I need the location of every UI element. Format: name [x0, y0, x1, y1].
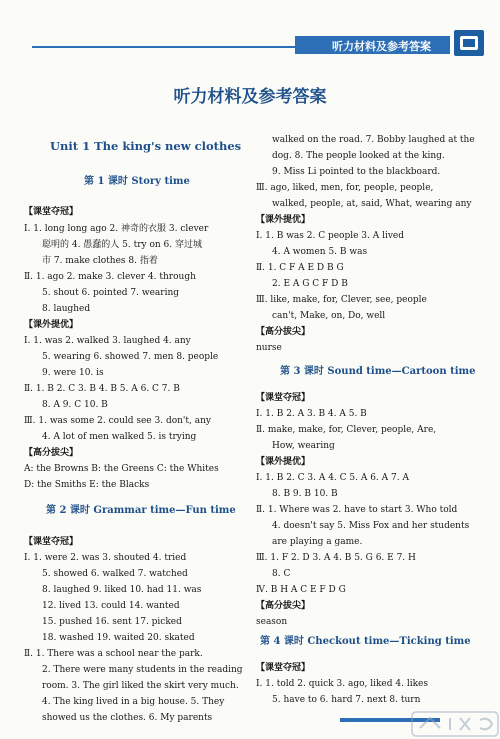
left-ln-28: Ⅱ. 1. There was a school near the park. [24, 649, 203, 659]
left-sec-17: 【高分拔尖】 [24, 448, 79, 458]
header-rule [32, 46, 302, 48]
left-ln-4: 聪明的 4. 愚蠢的人 5. try on 6. 穿过城 [42, 240, 203, 250]
right-sec-15: 【课堂夺冠】 [256, 393, 311, 403]
right-sec-19: 【课外提优】 [256, 457, 311, 467]
left-ln-25: 12. lived 13. could 14. wanted [42, 601, 180, 611]
left-unit-0: Unit 1 The king's new clothes [50, 139, 242, 153]
right-lesson-30: 第 4 课时 Checkout time—Ticking time [260, 636, 471, 647]
left-ln-26: 15. pushed 16. sent 17. picked [42, 617, 182, 627]
right-ln-29: season [256, 617, 288, 627]
left-ln-18: A: the Browns B: the Greens C: the Whites [24, 464, 219, 474]
right-sec-12: 【高分拔尖】 [256, 327, 311, 337]
left-ln-11: 5. wearing 6. showed 7. men 8. people [42, 352, 219, 362]
left-lesson-1: 第 1 课时 Story time [84, 176, 190, 187]
left-ln-22: Ⅰ. 1. were 2. was 3. shouted 4. tried [24, 553, 187, 563]
watermark-logo [410, 708, 500, 739]
right-sec-31: 【课堂夺冠】 [256, 663, 311, 673]
book-icon [454, 30, 484, 56]
right-ln-25: Ⅲ. 1. F 2. D 3. A 4. B 5. G 6. E 7. H [256, 553, 416, 563]
right-ln-2: 9. Miss Li pointed to the blackboard. [272, 167, 441, 177]
right-lesson-14: 第 3 课时 Sound time—Cartoon time [280, 366, 476, 377]
left-ln-13: Ⅱ. 1. B 2. C 3. B 4. B 5. A 6. C 7. B [24, 384, 180, 394]
right-ln-16: Ⅰ. 1. B 2. A 3. B 4. A 5. B [256, 409, 367, 419]
right-ln-21: 8. B 9. B 10. B [272, 489, 338, 499]
right-ln-7: 4. A women 5. B was [272, 247, 368, 257]
left-ln-32: showed us the clothes. 6. My parents [42, 713, 213, 723]
right-ln-3: Ⅲ. ago, liked, men, for, people, people, [256, 183, 434, 193]
right-ln-6: Ⅰ. 1. B was 2. C people 3. A lived [256, 231, 405, 241]
right-ln-8: Ⅱ. 1. C F A E D B G [256, 263, 344, 273]
left-ln-31: 4. The king lived in a big house. 5. They [42, 697, 225, 707]
right-ln-17: Ⅱ. make, make, for, Clever, people, Are, [256, 425, 437, 435]
right-ln-11: can't, Make, on, Do, well [272, 311, 386, 321]
left-sec-2: 【课堂夺冠】 [24, 207, 79, 217]
right-ln-32: Ⅰ. 1. told 2. quick 3. ago, liked 4. likes [256, 679, 428, 689]
right-ln-4: walked, people, at, said, What, wearing any [272, 199, 472, 209]
right-sec-5: 【课外提优】 [256, 215, 311, 225]
left-ln-6: Ⅱ. 1. ago 2. make 3. clever 4. through [24, 272, 196, 282]
right-ln-23: 4. doesn't say 5. Miss Fox and her students [272, 521, 470, 531]
right-ln-27: Ⅳ. B H A C E F D G [256, 585, 346, 595]
left-ln-3: Ⅰ. 1. long long ago 2. 神奇的衣服 3. clever [24, 224, 209, 234]
left-ln-27: 18. washed 19. waited 20. skated [42, 633, 195, 643]
right-ln-33: 5. have to 6. hard 7. next 8. turn [272, 695, 421, 705]
right-sec-28: 【高分拔尖】 [256, 601, 311, 611]
left-ln-14: 8. A 9. C 10. B [42, 400, 108, 410]
right-ln-9: 2. E A G C F D B [272, 279, 348, 289]
right-ln-10: Ⅲ. like, make, for, Clever, see, people [256, 295, 427, 305]
left-ln-5: 市 7. make clothes 8. 指着 [42, 256, 158, 266]
left-lesson-20: 第 2 课时 Grammar time—Fun time [46, 505, 236, 516]
left-ln-15: Ⅲ. 1. was some 2. could see 3. don't, any [24, 416, 211, 426]
left-ln-30: room. 3. The girl liked the skirt very much. [42, 681, 239, 691]
page-title: 听力材料及参考答案 [173, 87, 327, 107]
left-ln-7: 5. shout 6. pointed 7. wearing [42, 288, 180, 298]
left-ln-8: 8. laughed [42, 304, 91, 314]
left-ln-10: Ⅰ. 1. was 2. walked 3. laughed 4. any [24, 336, 191, 346]
left-ln-24: 8. laughed 9. liked 10. had 11. was [42, 585, 202, 595]
right-ln-0: walked on the road. 7. Bobby laughed at the [272, 135, 475, 145]
right-ln-20: Ⅰ. 1. B 2. C 3. A 4. C 5. A 6. A 7. A [256, 473, 409, 483]
left-sec-21: 【课堂夺冠】 [24, 537, 79, 547]
right-ln-18: How, wearing [272, 441, 335, 451]
right-ln-26: 8. C [272, 569, 291, 579]
left-ln-19: D: the Smiths E: the Blacks [24, 480, 150, 490]
left-ln-16: 4. A lot of men walked 5. is trying [42, 432, 197, 442]
header-text: 听力材料及参考答案 [332, 40, 431, 53]
right-ln-13: nurse [256, 343, 282, 353]
left-ln-12: 9. were 10. is [42, 368, 104, 378]
left-ln-23: 5. showed 6. walked 7. watched [42, 569, 188, 579]
left-sec-9: 【课外提优】 [24, 320, 79, 330]
right-ln-1: dog. 8. The people looked at the king. [272, 151, 445, 161]
left-ln-29: 2. There were many students in the reading [42, 665, 243, 675]
right-ln-22: Ⅱ. 1. Where was 2. have to start 3. Who told [256, 505, 458, 515]
right-ln-24: are playing a game. [272, 537, 363, 547]
